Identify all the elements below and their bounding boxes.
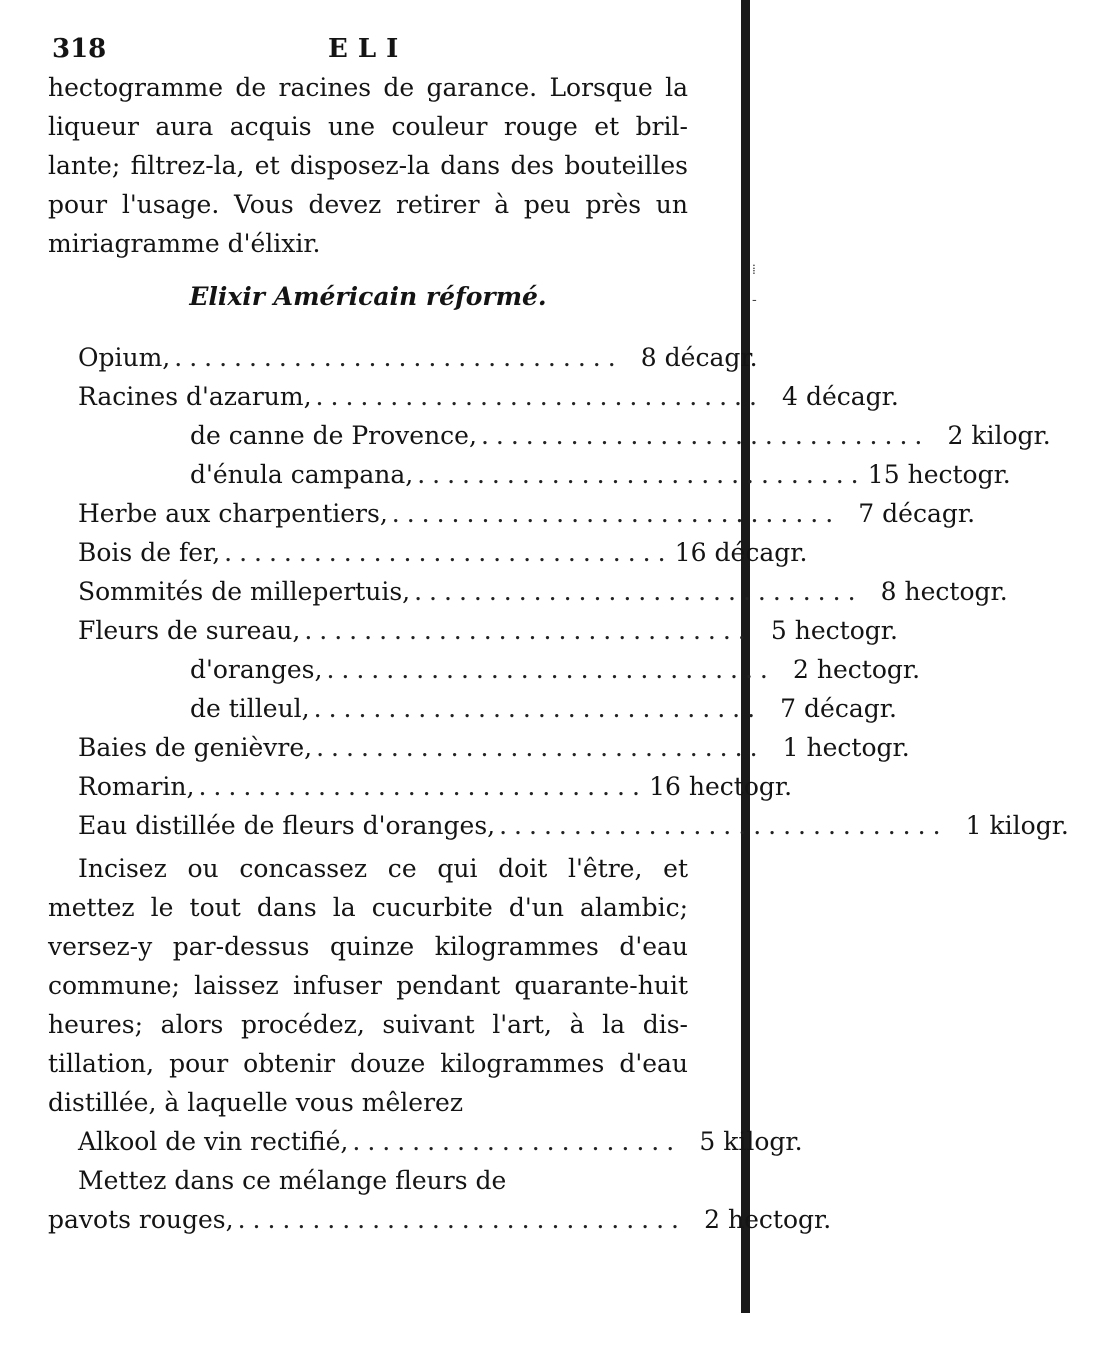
ingredient-name: Sommités de millepertuis,	[78, 577, 411, 606]
ingredient-row	[48, 650, 921, 689]
ingredient-row	[48, 377, 899, 416]
ingredient-quantity: 2	[704, 1205, 720, 1234]
ingredient-name: Racines d'azarum,	[78, 382, 312, 411]
ingredient-unit: hectogr.	[816, 655, 921, 684]
book-page	[48, 28, 1069, 1239]
ingredient-quantity: 5	[699, 1127, 716, 1156]
ingredient-quantity: 8	[880, 577, 897, 606]
recipe-title: Elixir Américain réformé.	[189, 282, 547, 311]
ingredient-quantity: 4	[782, 382, 798, 411]
leader-dots: ..............................	[174, 343, 623, 372]
leader-dots: ..............................	[480, 421, 930, 450]
ingredient-row	[48, 767, 793, 806]
ingredient-row	[48, 572, 1008, 611]
text-line: tillation, pour obtenir douze kilogrammes d'eau	[48, 1049, 688, 1078]
ingredient-unit: hectogr.	[728, 1205, 832, 1234]
leader-dots: ..............................	[304, 616, 753, 645]
running-head: ELI	[328, 34, 409, 64]
text-line: heures; alors procédez, suivant l'art, à la dis-	[48, 1010, 688, 1039]
method-paragraph	[48, 849, 688, 1122]
ingredient-row	[48, 533, 808, 572]
text-line: pour l'usage. Vous devez retirer à peu près un	[48, 190, 688, 219]
leader-dots: ..............................	[417, 460, 866, 489]
ingredient-quantity: 7	[858, 499, 875, 528]
intro-paragraph	[48, 68, 688, 263]
ingredient-quantity: 5	[770, 616, 787, 645]
leader-dots: ......................	[352, 1127, 682, 1156]
ingredient-name: Bois de fer,	[78, 538, 221, 567]
ingredient-row	[48, 1122, 803, 1161]
text-line: versez-y par-dessus quinze kilogrammes d'eau	[48, 932, 688, 961]
ingredient-name: Herbe aux charpentiers,	[78, 499, 388, 528]
ingredient-row	[48, 806, 1069, 845]
ingredient-row	[48, 494, 976, 533]
ingredient-name: d'énula campana,	[190, 460, 414, 489]
text-line: Incisez ou concassez ce qui doit l'être, et	[78, 854, 688, 883]
ingredient-name: Eau distillée de fleurs d'oranges,	[78, 811, 496, 840]
text-line: distillée, à laquelle vous mêlerez	[48, 1088, 463, 1117]
ingredient-unit: hectogr.	[688, 772, 793, 801]
text-line: commune; laissez infuser pendant quarante-huit	[48, 971, 688, 1000]
leader-dots: ..............................	[499, 811, 948, 840]
ingredient-name: Baies de genièvre,	[78, 733, 313, 762]
ingredient-row	[48, 455, 1011, 494]
leader-dots: ..............................	[414, 577, 863, 606]
leader-dots: ..............................	[315, 382, 764, 411]
ingredient-quantity: 7	[780, 694, 797, 723]
text-line: Mettez dans ce mélange fleurs de	[78, 1166, 507, 1195]
text-line: mettez le tout dans la cucurbite d'un alambic;	[48, 893, 688, 922]
text-line: liqueur aura acquis une couleur rouge et bril-	[48, 112, 688, 141]
ingredient-unit: kilogr.	[989, 811, 1069, 840]
ingredient-unit: décagr.	[714, 538, 808, 567]
leader-dots: ..............................	[237, 1205, 686, 1234]
ingredient-unit: hectogr.	[904, 577, 1008, 606]
ingredient-unit: décagr.	[804, 694, 897, 723]
ingredient-row	[48, 728, 910, 767]
leader-dots: ..............................	[316, 733, 765, 762]
ingredient-quantity: 15	[867, 460, 900, 489]
leader-dots: ..............................	[391, 499, 841, 528]
ingredient-unit: hectogr.	[806, 733, 910, 762]
ingredient-unit: kilogr.	[723, 1127, 803, 1156]
text-line: hectogramme de racines de garance. Lorsque la	[48, 73, 688, 102]
text-line: miriagramme d'élixir.	[48, 229, 321, 258]
ingredient-name: de canne de Provence,	[190, 421, 477, 450]
ingredient-name: Opium,	[78, 343, 171, 372]
ingredient-name: pavots rouges,	[48, 1205, 234, 1234]
text-line: lante; filtrez-la, et disposez-la dans des bouteilles	[48, 151, 688, 180]
ingredient-row	[48, 416, 1051, 455]
page-header	[48, 28, 688, 68]
margin-mark: -	[752, 292, 757, 308]
ingredient-quantity: 1	[965, 811, 982, 840]
leader-dots: ..............................	[224, 538, 673, 567]
ingredient-quantity: 2	[947, 421, 964, 450]
ingredient-unit: kilogr.	[971, 421, 1051, 450]
ingredient-name: de tilleul,	[190, 694, 310, 723]
leader-dots: ..............................	[313, 694, 763, 723]
leader-dots: ..............................	[198, 772, 647, 801]
ingredient-quantity: 16	[649, 772, 681, 801]
ingredient-unit: hectogr.	[794, 616, 898, 645]
ingredient-name: Alkool de vin rectifié,	[78, 1127, 349, 1156]
ingredient-quantity: 2	[792, 655, 809, 684]
page-number: 318	[52, 34, 107, 64]
leader-dots: ..............................	[326, 655, 775, 684]
ingredient-unit: hectogr.	[907, 460, 1011, 489]
ingredient-name: Romarin,	[78, 772, 195, 801]
ingredient-quantity: 8	[640, 343, 657, 372]
ingredient-name: d'oranges,	[190, 655, 323, 684]
ingredient-quantity: 1	[782, 733, 799, 762]
ingredient-row	[48, 689, 897, 728]
ingredient-list	[48, 338, 1069, 845]
ingredient-row	[48, 338, 758, 377]
ingredient-row	[48, 611, 898, 650]
margin-mark: ⁞	[752, 262, 756, 278]
ingredient-name: Fleurs de sureau,	[78, 616, 301, 645]
ingredient-row	[48, 1200, 832, 1239]
ingredient-unit: décagr.	[664, 343, 758, 372]
ingredient-quantity: 16	[674, 538, 707, 567]
ingredient-unit: décagr.	[805, 382, 899, 411]
ingredient-unit: décagr.	[882, 499, 976, 528]
